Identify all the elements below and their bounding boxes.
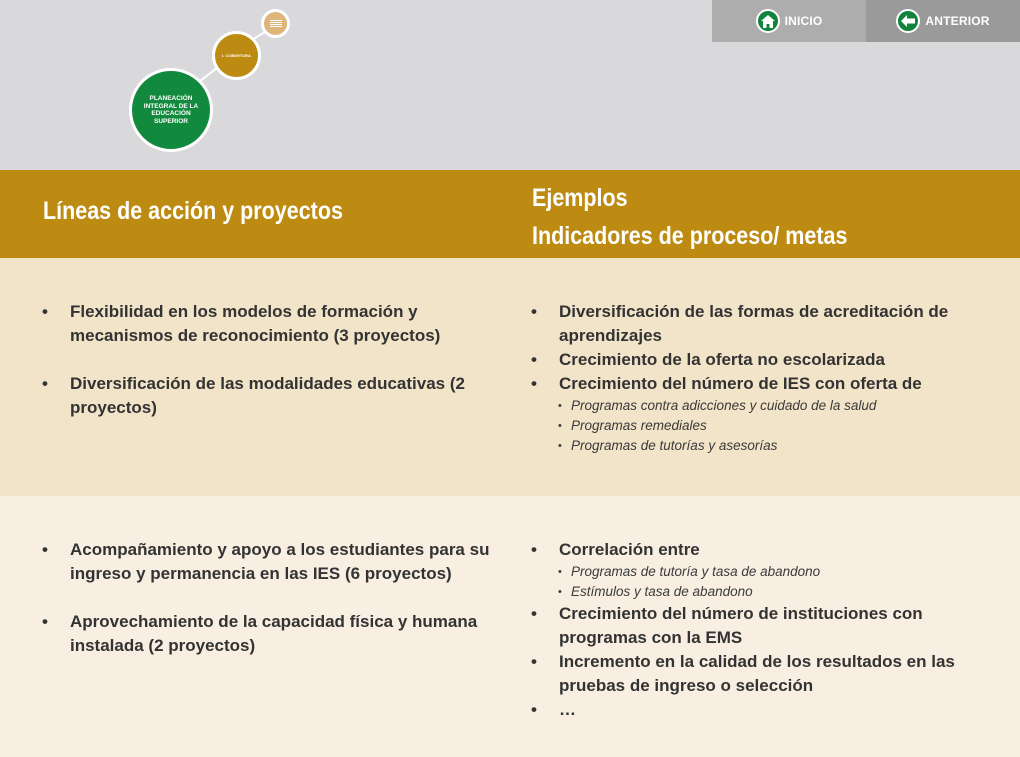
indicator-item: • Incremento en la calidad de los resultados en las pruebas de ingreso o selección xyxy=(529,650,979,698)
indicator-item: • Correlación entre xyxy=(529,538,979,562)
back-button-label: ANTERIOR xyxy=(925,14,990,28)
action-lines-column xyxy=(40,538,495,658)
indicator-item: • … xyxy=(529,698,979,722)
indicator-item: • Crecimiento del número de IES con oferta de xyxy=(529,372,979,396)
header-right-line-1: Ejemplos xyxy=(532,184,628,212)
home-button-label: INICIO xyxy=(784,14,823,28)
back-button[interactable] xyxy=(866,0,1020,42)
indicator-subitem: • Programas de tutorías y asesorías xyxy=(529,436,979,456)
table-row xyxy=(0,258,1020,496)
indicator-item: • Diversificación de las formas de acreditación de aprendizajes xyxy=(529,300,979,348)
indicator-subitem: • Programas contra adicciones y cuidado de la salud xyxy=(529,396,979,416)
indicator-subitem: • Estímulos y tasa de abandono xyxy=(529,582,979,602)
indicators-column xyxy=(529,300,979,456)
indicator-item: • Crecimiento de la oferta no escolarizada xyxy=(529,348,979,372)
table-header xyxy=(0,170,1020,258)
home-icon xyxy=(756,9,780,33)
action-line-item: • Aprovechamiento de la capacidad física y humana instalada (2 proyectos) xyxy=(40,610,495,658)
breadcrumb-diagram xyxy=(0,0,320,170)
diagram-node-subtopic[interactable] xyxy=(261,9,290,38)
header-right-title xyxy=(532,179,847,255)
indicators-column xyxy=(529,538,979,722)
action-line-item: • Diversificación de las modalidades educativas (2 proyectos) xyxy=(40,372,495,420)
indicator-subitem: • Programas de tutoría y tasa de abandono xyxy=(529,562,979,582)
action-line-item: • Acompañamiento y apoyo a los estudiantes para su ingreso y permanencia en las IES (6 proyectos) xyxy=(40,538,495,586)
home-button[interactable] xyxy=(712,0,866,42)
table-row xyxy=(0,496,1020,757)
header-left-title: Líneas de acción y proyectos xyxy=(43,197,343,225)
indicator-subitem: • Programas remediales xyxy=(529,416,979,436)
indicator-item: • Crecimiento del número de instituciones con programas con la EMS xyxy=(529,602,979,650)
action-line-item: • Flexibilidad en los modelos de formación y mecanismos de reconocimiento (3 proyectos) xyxy=(40,300,495,348)
arrow-left-icon xyxy=(896,9,920,33)
top-bar xyxy=(0,0,1020,170)
diagram-node-cobertura[interactable]: I. COBERTURA xyxy=(212,31,261,80)
diagram-node-planeacion[interactable]: PLANEACIÓN INTEGRAL DE LA EDUCACIÓN SUPERIOR xyxy=(129,68,213,152)
header-right-line-2: Indicadores de proceso/ metas xyxy=(532,222,848,250)
action-lines-column xyxy=(40,300,495,420)
